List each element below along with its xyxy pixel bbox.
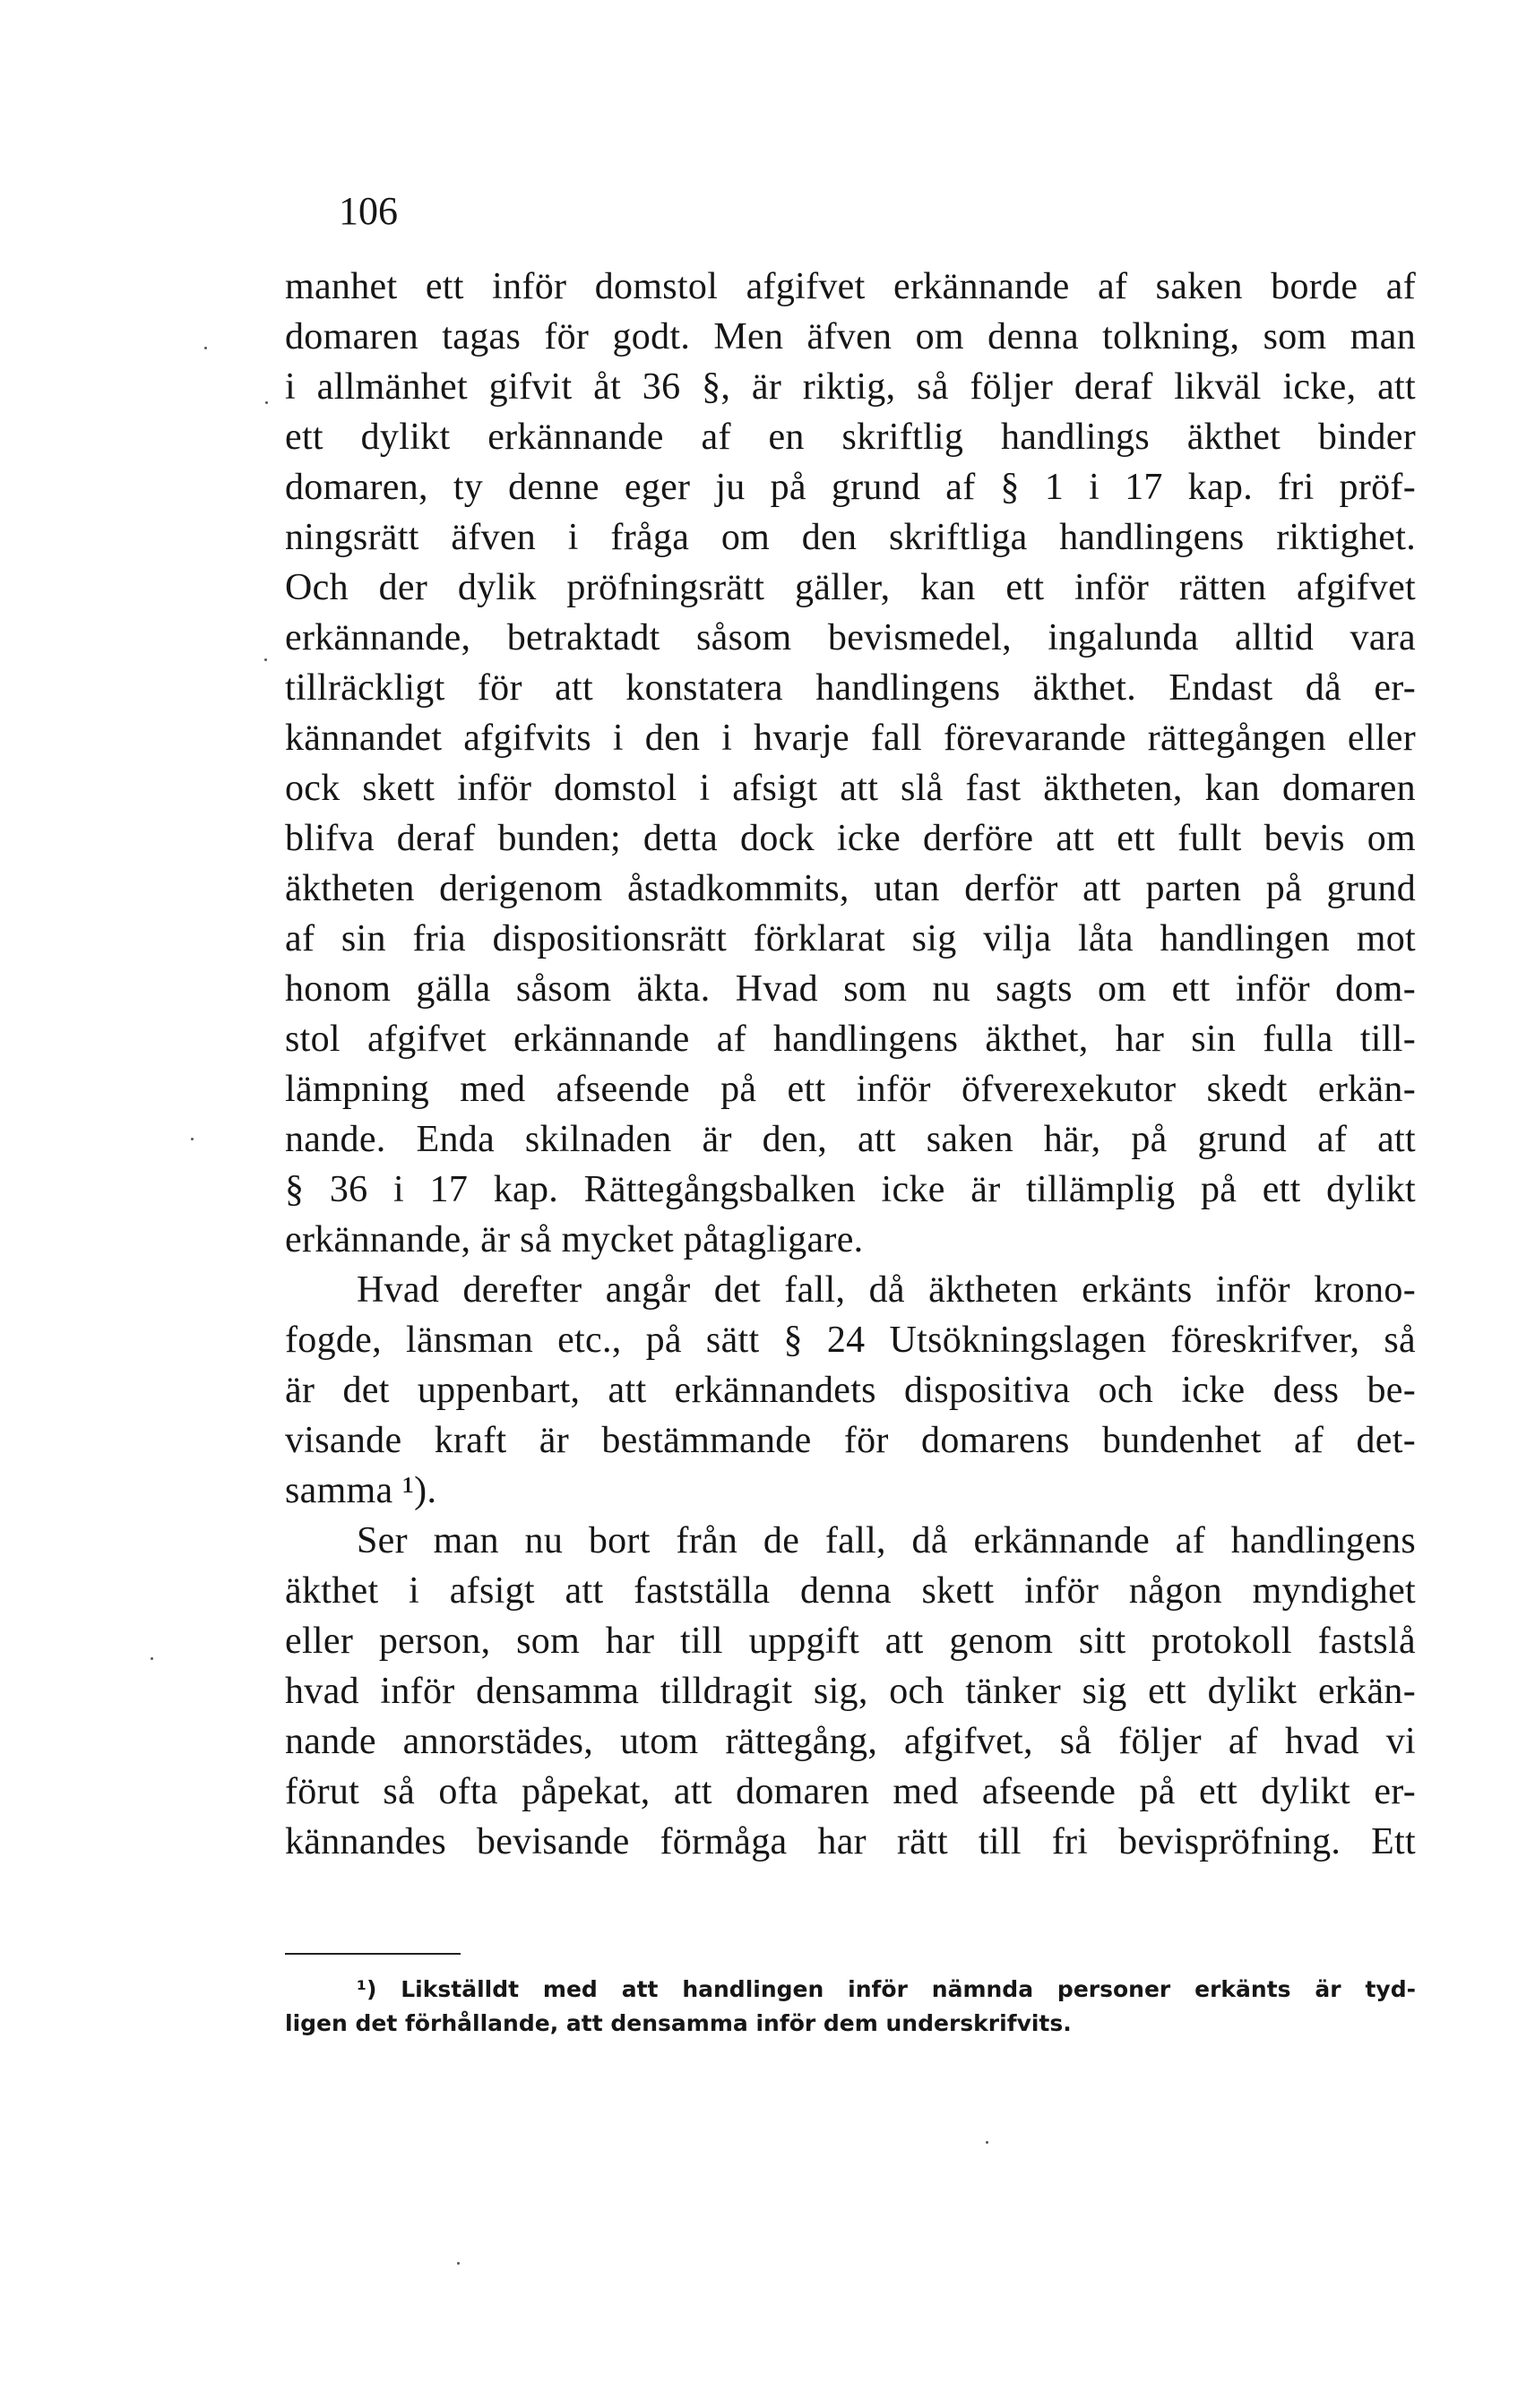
text-line: kännandes bevisande förmåga har rätt till fri bevispröfning. Ett <box>285 1821 1416 1862</box>
text-line: fogde, länsman etc., på sätt § 24 Utsökningslagen föreskrifver, så <box>285 1320 1416 1361</box>
text-line: ningsrätt äfven i fråga om den skriftliga handlingens riktighet. <box>285 517 1416 558</box>
text-line: Ser man nu bort från de fall, då erkännande af handlingens <box>357 1520 1416 1561</box>
text-line: erkännande, är så mycket påtagligare. <box>285 1219 864 1260</box>
text-line: ock skett inför domstol i afsigt att slå fast äktheten, kan domaren <box>285 768 1416 809</box>
text-line: eller person, som har till uppgift att genom sitt protokoll fastslå <box>285 1621 1416 1662</box>
footnote <box>285 1973 1416 2041</box>
text-line: förut så ofta påpekat, att domaren med afseende på ett dylikt er- <box>285 1771 1416 1812</box>
text-line: tillräckligt för att konstatera handlingens äkthet. Endast då er- <box>285 667 1416 709</box>
footnote-line: ¹) Likställdt med att handlingen inför nämnda personer erkänts är tyd- <box>357 1976 1416 2002</box>
text-line: stol afgifvet erkännande af handlingens äkthet, har sin fulla till- <box>285 1019 1416 1060</box>
paper-speck <box>265 401 268 404</box>
body-text <box>285 262 1416 1867</box>
paper-speck <box>986 2141 988 2144</box>
paper-speck <box>191 1138 194 1140</box>
text-line: är det uppenbart, att erkännandets dispositiva och icke dess be- <box>285 1370 1416 1411</box>
footnote-divider <box>285 1953 461 1955</box>
text-line: i allmänhet gifvit åt 36 §, är riktig, så följer deraf likväl icke, att <box>285 366 1416 408</box>
text-line: äkthet i afsigt att fastställa denna skett inför någon myndighet <box>285 1570 1416 1612</box>
text-line: domaren tagas för godt. Men äfven om denna tolkning, som man <box>285 316 1416 357</box>
text-line: Och der dylik pröfningsrätt gäller, kan ett inför rätten afgifvet <box>285 567 1416 608</box>
text-line: visande kraft är bestämmande för domarens bundenhet af det- <box>285 1420 1416 1461</box>
paper-speck <box>264 658 267 661</box>
text-line: honom gälla såsom äkta. Hvad som nu sagts om ett inför dom- <box>285 968 1416 1010</box>
text-line: domaren, ty denne eger ju på grund af § 1 i 17 kap. fri pröf- <box>285 467 1416 508</box>
paper-speck <box>204 347 207 349</box>
text-line: Hvad derefter angår det fall, då äktheten erkänts inför krono- <box>357 1269 1416 1311</box>
text-line: blifva deraf bunden; detta dock icke derföre att ett fullt bevis om <box>285 818 1416 859</box>
text-line: lämpning med afseende på ett inför öfverexekutor skedt erkän- <box>285 1069 1416 1110</box>
text-line: äktheten derigenom åstadkommits, utan derför att parten på grund <box>285 868 1416 909</box>
text-line: manhet ett inför domstol afgifvet erkännande af saken borde af <box>285 266 1416 307</box>
paper-speck <box>151 1657 153 1660</box>
text-line: nande annorstädes, utom rättegång, afgifvet, så följer af hvad vi <box>285 1721 1416 1762</box>
text-line: hvad inför densamma tilldragit sig, och tänker sig ett dylikt erkän- <box>285 1671 1416 1712</box>
footnote-line: ligen det förhållande, att densamma inför dem underskrifvits. <box>285 2010 1072 2036</box>
text-line: nande. Enda skilnaden är den, att saken här, på grund af att <box>285 1119 1416 1160</box>
text-line: samma ¹). <box>285 1470 437 1511</box>
text-line: erkännande, betraktadt såsom bevismedel, ingalunda alltid vara <box>285 617 1416 658</box>
text-line: § 36 i 17 kap. Rättegångsbalken icke är tillämplig på ett dylikt <box>285 1169 1416 1210</box>
text-line: ett dylikt erkännande af en skriftlig handlings äkthet binder <box>285 417 1416 458</box>
text-line: af sin fria dispositionsrätt förklarat sig vilja låta handlingen mot <box>285 918 1416 959</box>
page-number: 106 <box>339 189 398 233</box>
text-line: kännandet afgifvits i den i hvarje fall förevarande rättegången eller <box>285 718 1416 759</box>
paper-speck <box>457 2262 460 2265</box>
